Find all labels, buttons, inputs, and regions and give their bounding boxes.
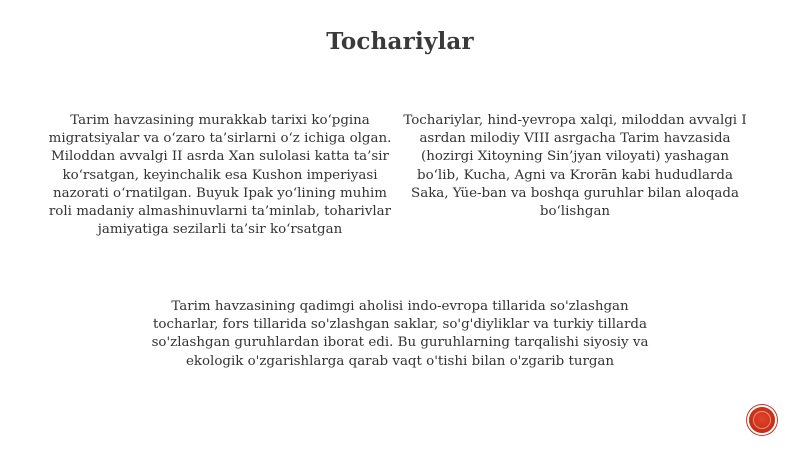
left-text-block: Tarim havzasining murakkab tarixi ko‘pgina migratsiyalar va o‘zaro ta’sirlarni o‘z ichiga olgan. Miloddan avvalgi II asrda Xan sulolasi katta ta’sir ko‘rsatgan, keyinchalik esa Kushon imperiyasi nazorati o‘rnatilgan. Buyuk Ipak yo‘lining muhim roli madaniy almashinuvlarni ta’minlab, toharivlar jamiyatiga sezilarli ta’sir ko‘rsatgan: [48, 113, 392, 238]
bottom-text-block: Tarim havzasining qadimgi aholisi indo-evropa tillarida so'zlashgan tocharlar, fors tillarida so'zlashgan saklar, so'g'diyliklar va turkiy tillarda so'zlashgan guruhlardan iborat edi. Bu guruhlarning tarqalishi siyosiy va ekologik o'zgarishlarga qarab vaqt o'tishi bilan o'zgarib turgan: [151, 299, 649, 369]
slide-title: Tochariylar: [326, 28, 474, 55]
right-text-block: Tochariylar, hind-yevropa xalqi, miloddan avvalgi I asrdan milodiy VIII asrgacha Tarim havzasida (hozirgi Xitoyning Sin’jyan viloyati) yashagan bo‘lib, Kucha, Agni va Krorān kabi hududlarda Saka, Yüe-ban va boshqa guruhlar bilan aloqada bo‘lishgan: [403, 113, 747, 220]
slide-nav-button[interactable]: [749, 407, 775, 433]
